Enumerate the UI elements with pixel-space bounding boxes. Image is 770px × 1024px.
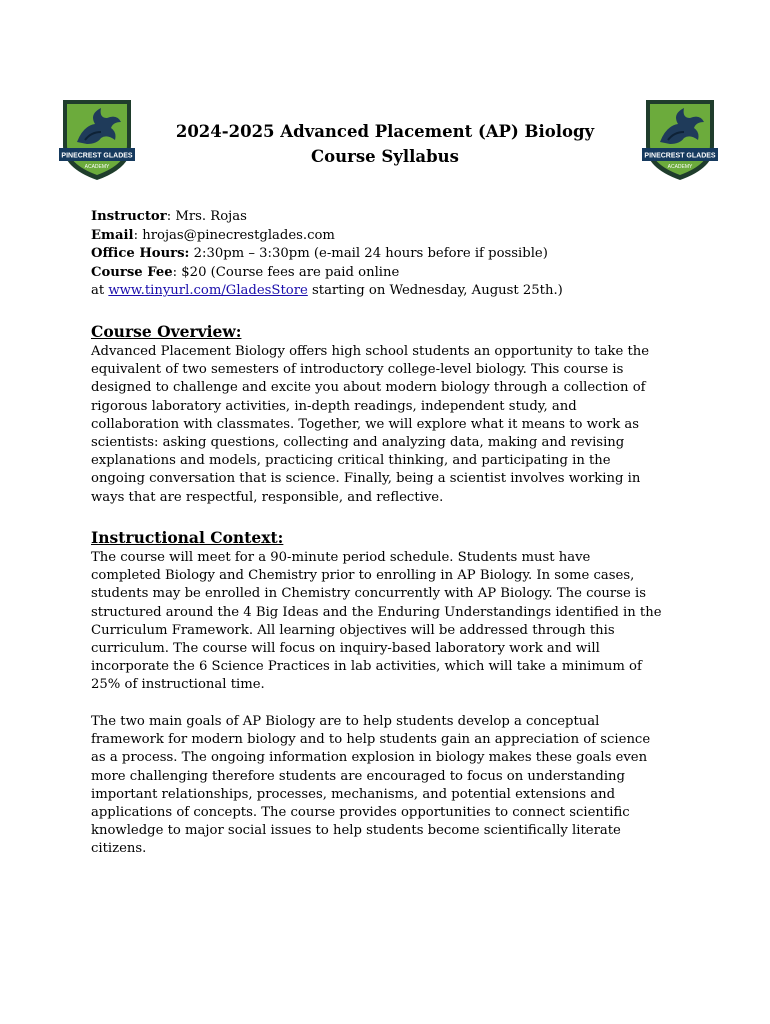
overview-line: rigorous laboratory activities, in-depth readings, independent study, and: [91, 398, 577, 414]
goals-line: The two main goals of AP Biology are to help students develop a conceptual: [91, 714, 600, 729]
logo-text: PINECREST GLADES: [644, 152, 716, 160]
dragon-shield-icon: [640, 96, 720, 182]
context-line: curriculum. The course will focus on inquiry-based laboratory work and will: [91, 641, 600, 657]
course-fee-value: : $20 (Course fees are paid online: [172, 264, 400, 280]
overview-line: explanations and models, practicing critical thinking, and participating in the: [91, 453, 611, 469]
course-fee-row: [91, 264, 691, 283]
context-line: completed Biology and Chemistry prior to enrolling in AP Biology. In some cases,: [91, 568, 635, 584]
context-line: students may be enrolled in Chemistry concurrently with AP Biology. The course is: [91, 586, 646, 602]
goals-line: as a process. The ongoing information explosion in biology makes these goals even: [91, 750, 648, 766]
office-hours-label: Office Hours:: [91, 246, 190, 261]
office-hours-value: 2:30pm – 3:30pm (e-mail 24 hours before if possible): [189, 246, 548, 261]
goals-line: applications of concepts. The course provides opportunities to connect scientific: [91, 805, 630, 821]
dragon-shield-icon: [57, 96, 137, 182]
fee-prefix: at: [91, 283, 109, 298]
context-line: incorporate the 6 Science Practices in lab activities, which will take a minimum of: [91, 659, 642, 675]
office-hours-row: [91, 245, 691, 264]
instructor-value: : Mrs. Rojas: [166, 209, 247, 224]
goals-line: more challenging therefore students are encouraged to focus on understanding: [91, 768, 625, 784]
instructor-row: [91, 208, 691, 227]
logo-text: PINECREST GLADES: [61, 152, 133, 160]
overview-line: Advanced Placement Biology offers high school students an opportunity to take the: [91, 344, 650, 359]
ap-biology-goals-text: [91, 713, 691, 859]
instructional-context-heading: Instructional Context:: [91, 528, 284, 547]
email-value: : hrojas@pinecrestglades.com: [133, 227, 335, 243]
overview-line: scientists: asking questions, collecting and analyzing data, making and revising: [91, 435, 625, 451]
goals-line: important relationships, processes, mechanisms, and potential extensions and: [91, 786, 616, 802]
overview-line: designed to challenge and excite you about modern biology through a collection of: [91, 380, 646, 396]
fee-suffix: starting on Wednesday, August 25th.): [307, 283, 563, 298]
course-info: [91, 208, 691, 301]
title-line-1: 2024-2025 Advanced Placement (AP) Biology: [175, 122, 595, 141]
context-line: 25% of instructional time.: [91, 677, 265, 693]
overview-line: collaboration with classmates. Together, we will explore what it means to work as: [91, 416, 640, 432]
course-fee-row-2: [91, 282, 691, 301]
goals-line: citizens.: [91, 841, 147, 857]
glades-store-link[interactable]: www.tinyurl.com/GladesStore: [108, 283, 308, 298]
overview-line: ongoing conversation that is science. Finally, being a scientist involves working in: [91, 471, 641, 487]
instructional-context-text: [91, 549, 691, 695]
context-line: The course will meet for a 90-minute period schedule. Students must have: [91, 550, 591, 565]
overview-line: ways that are respectful, responsible, and reflective.: [91, 489, 444, 505]
logo-subtext: ACADEMY: [84, 164, 110, 170]
course-overview-text: [91, 343, 691, 507]
school-logo-left: [57, 96, 137, 182]
email-row: [91, 227, 691, 246]
overview-line: equivalent of two semesters of introductory college-level biology. This course is: [91, 362, 624, 378]
context-line: structured around the 4 Big Ideas and the Enduring Understandings identified in the: [91, 604, 662, 620]
school-logo-right: [640, 96, 720, 182]
instructor-label: Instructor: [91, 209, 167, 224]
context-line: Curriculum Framework. All learning objectives will be addressed through this: [91, 622, 615, 638]
goals-line: framework for modern biology and to help students gain an appreciation of science: [91, 732, 651, 748]
title-line-2: Course Syllabus: [311, 147, 459, 166]
course-fee-label: Course Fee: [91, 264, 173, 280]
email-label: Email: [91, 227, 134, 243]
course-overview-heading: Course Overview:: [91, 322, 242, 341]
page-title: [150, 119, 620, 169]
logo-subtext: ACADEMY: [667, 164, 693, 170]
goals-line: knowledge to major social issues to help students become scientifically literate: [91, 823, 621, 839]
